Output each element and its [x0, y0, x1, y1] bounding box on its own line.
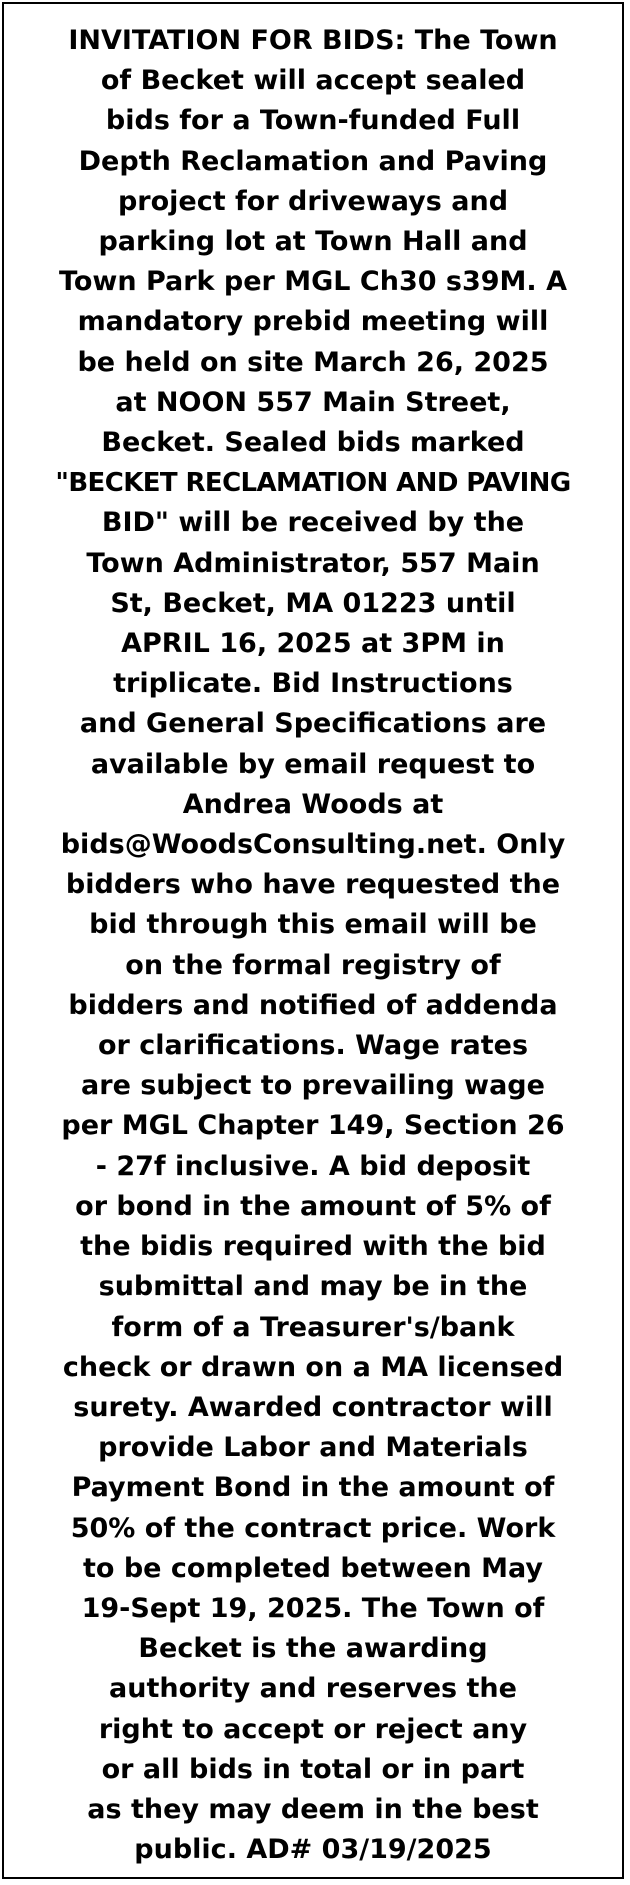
- notice-line: 19-Sept 19, 2025. The Town of: [81, 1592, 545, 1624]
- notice-line: 50% of the contract price. Work: [70, 1512, 556, 1544]
- notice-line: bid through this email will be: [89, 909, 537, 941]
- legal-notice-ad: [2, 2, 624, 1879]
- notice-line: per MGL Chapter 149, Section 26: [61, 1110, 565, 1142]
- notice-line: Becket. Sealed bids marked: [101, 427, 525, 459]
- notice-line: to be completed between May: [82, 1552, 543, 1584]
- notice-line: Becket is the awarding: [138, 1633, 488, 1665]
- notice-line: bids@WoodsConsulting.net. Only: [60, 829, 566, 861]
- notice-line: on the formal registry of: [125, 949, 501, 981]
- notice-line: provide Labor and Materials: [98, 1432, 528, 1464]
- notice-line: be held on site March 26, 2025: [77, 346, 549, 378]
- notice-line: project for driveways and: [117, 185, 509, 217]
- notice-line: right to accept or reject any: [98, 1713, 528, 1745]
- notice-line: INVITATION FOR BIDS: The Town: [68, 25, 558, 56]
- notice-line: or bond in the amount of 5% of: [75, 1190, 551, 1222]
- notice-line: St, Becket, MA 01223 until: [110, 587, 516, 619]
- notice-line: form of a Treasurer's/bank: [111, 1311, 515, 1343]
- notice-line: Depth Reclamation and Paving: [78, 145, 548, 177]
- notice-line: surety. Awarded contractor will: [73, 1391, 553, 1423]
- notice-line: parking lot at Town Hall and: [98, 226, 528, 258]
- notice-line: Payment Bond in the amount of: [71, 1472, 555, 1504]
- notice-line: APRIL 16, 2025 at 3PM in: [121, 628, 505, 660]
- notice-line: are subject to prevailing wage: [81, 1070, 545, 1102]
- notice-line: triplicate. Bid Instructions: [113, 668, 513, 700]
- notice-line: bids for a Town-funded Full: [105, 105, 521, 137]
- notice-line: as they may deem in the best: [87, 1793, 539, 1825]
- notice-line: public. AD# 03/19/2025: [134, 1834, 492, 1866]
- notice-line: authority and reserves the: [109, 1673, 517, 1705]
- notice-line: bidders and notified of addenda: [68, 989, 558, 1021]
- notice-line: Town Park per MGL Ch30 s39M. A: [59, 266, 567, 298]
- notice-line: Town Administrator, 557 Main: [86, 547, 540, 579]
- notice-line: - 27f inclusive. A bid deposit: [95, 1150, 531, 1182]
- notice-line: or all bids in total or in part: [101, 1753, 525, 1785]
- notice-line: at NOON 557 Main Street,: [115, 386, 511, 418]
- notice-line: available by email request to: [90, 748, 536, 780]
- notice-line: "BECKET RECLAMATION AND PAVING: [55, 468, 571, 499]
- notice-line: bidders who have requested the: [65, 869, 561, 901]
- notice-line: the bidis required with the bid: [80, 1231, 546, 1263]
- notice-line: or clarifications. Wage rates: [97, 1030, 529, 1062]
- notice-line: Andrea Woods at: [182, 788, 444, 820]
- notice-line: and General Specifications are: [79, 708, 547, 740]
- notice-body: [4, 21, 622, 1870]
- notice-line: BID" will be received by the: [101, 507, 525, 539]
- notice-line: of Becket will accept sealed: [100, 65, 526, 97]
- notice-line: mandatory prebid meeting will: [77, 306, 549, 338]
- notice-line: submittal and may be in the: [98, 1271, 528, 1303]
- notice-line: check or drawn on a MA licensed: [62, 1351, 564, 1383]
